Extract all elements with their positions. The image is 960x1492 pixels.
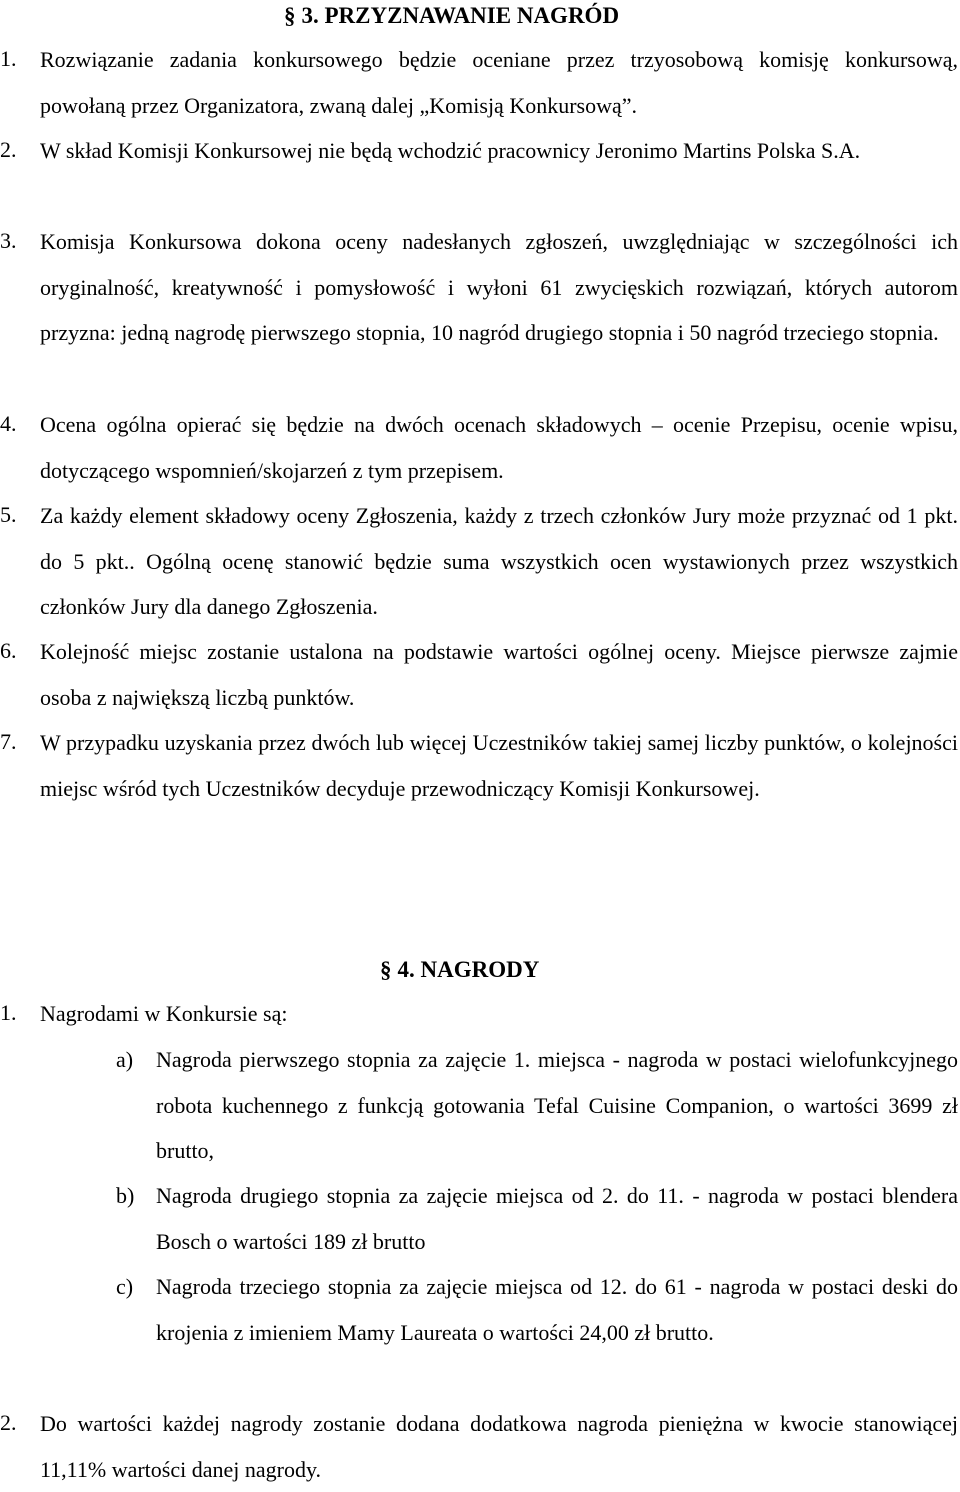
item-text: Nagrodami w Konkursie są: [40, 1001, 288, 1026]
item-number: 2. [0, 1410, 17, 1435]
section-3-heading [284, 1, 619, 31]
item-text: W skład Komisji Konkursowej nie będą wchodzić pracownicy Jeronimo Martins Polska S.A. [40, 138, 861, 163]
item-number: 3. [0, 228, 17, 253]
prize-letter: c) [116, 1274, 134, 1299]
item-text: W przypadku uzyskania przez dwóch lub więcej Uczestników takiej samej liczby punktów, o kolejności miejsc wśród tych Uczestników decyduje przewodniczący Komisji Konkursowej. [40, 730, 958, 801]
section-3-title: 3. PRZYZNAWANIE NAGRÓD [301, 3, 620, 28]
item-text: Komisja Konkursowa dokona oceny nadesłanych zgłoszeń, uwzględniając w szczególności ich oryginalność, kreatywność i pomysłowość i wyłoni 61 zwycięskich rozwiązań, których autorom przyzna: jedną nagrodę pierwszego stopnia, 10 nagród drugiego stopnia i 50 nagród trzeciego stopnia. [40, 229, 958, 346]
item-number: 7. [0, 729, 17, 754]
item-number: 5. [0, 502, 17, 527]
item-number: 4. [0, 411, 17, 436]
prize-text: Nagroda pierwszego stopnia za zajęcie 1. miejsca - nagroda w postaci wielofunkcyjnego robota kuchennego z funkcją gotowania Tefal Cuisine Companion, o wartości 3699 zł brutto, [156, 1047, 958, 1164]
prize-text: Nagroda trzeciego stopnia za zajęcie miejsca od 12. do 61 - nagroda w postaci deski do krojenia z imieniem Mamy Laureata o wartości 24,00 zł brutto. [156, 1274, 958, 1345]
item-number: 6. [0, 638, 17, 663]
item-text: Rozwiązanie zadania konkursowego będzie oceniane przez trzyosobową komisję konkursową, powołaną przez Organizatora, zwaną dalej „Komisją Konkursową”. [40, 47, 958, 118]
prize-text: Nagroda drugiego stopnia za zajęcie miejsca od 2. do 11. - nagroda w postaci blendera Bosch o wartości 189 zł brutto [156, 1183, 958, 1254]
item-text: Ocena ogólna opierać się będzie na dwóch ocenach składowych – ocenie Przepisu, ocenie wpisu, dotyczącego wspomnień/skojarzeń z tym przepisem. [40, 412, 958, 483]
item-number: 2. [0, 137, 17, 162]
item-text: Kolejność miejsc zostanie ustalona na podstawie wartości ogólnej oceny. Miejsce pierwsze zajmie osoba z największą liczbą punktów. [40, 639, 958, 710]
section-4-title: 4. NAGRODY [397, 957, 540, 982]
prize-letter: b) [116, 1183, 135, 1208]
section-marker: § [284, 3, 296, 28]
section-marker: § [380, 957, 392, 982]
item-number: 1. [0, 46, 17, 71]
prize-letter: a) [116, 1047, 134, 1072]
item-text: Za każdy element składowy oceny Zgłoszenia, każdy z trzech członków Jury może przyznać od 1 pkt. do 5 pkt.. Ogólną ocenę stanowić będzie suma wszystkich ocen wystawionych przez wszystkich członków Jury dla danego Zgłoszenia. [40, 503, 958, 620]
section-4-heading [380, 955, 539, 985]
item-text: Do wartości każdej nagrody zostanie dodana dodatkowa nagroda pieniężna w kwocie stanowiącej 11,11% wartości danej nagrody. [40, 1411, 958, 1482]
item-number: 1. [0, 1000, 17, 1025]
